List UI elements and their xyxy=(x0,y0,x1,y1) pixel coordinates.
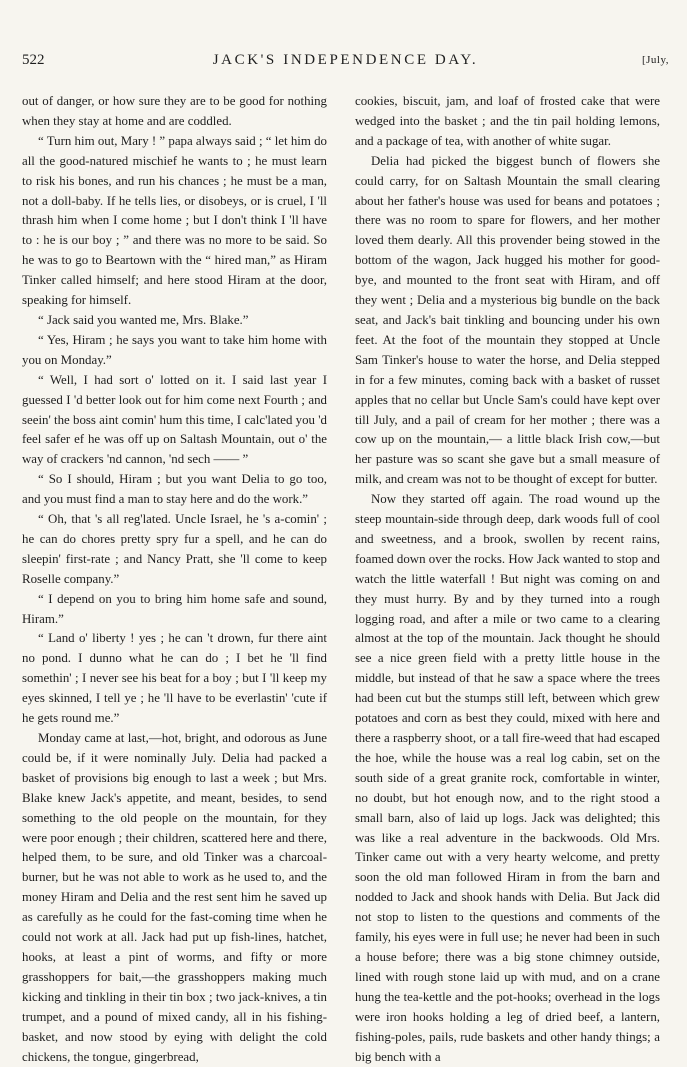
paragraph: Monday came at last,—hot, bright, and odorous as June could be, if it were nominally July. Delia had packed a basket of provisions big enough to last a week ; but Mrs. Blake knew Jack's appetite, and meant, besides, to send something to the old people on the mountain, for they were poor enough ; their children, scattered here and there, helped them, to be sure, and old Tinker was a charcoal-burner, but he was not able to work as he used to, and the money Hiram and Delia and the rest sent him he saved up as carefully as he could for the fast-coming time when he could not work at all. Jack had put up fish-lines, hatchet, hooks, at least a pint of worms, and fifty or more grasshoppers for bait,—the grasshoppers making much kicking and tinkling in their tin box ; two jack-knives, a tin trumpet, and a pound of mixed candy, all in his fishing-basket, and now stood by eying with delight the cold chickens, the tongue, gingerbread, xyxy=(22,731,327,1064)
right-column xyxy=(355,92,660,1064)
paragraph: “ Turn him out, Mary ! ” papa always said ; “ let him do all the good-natured mischief he wants to ; he must learn to risk his bones, and run his chances ; he must be a man, not a doll-baby. If he tells lies, or disobeys, or is cruel, I 'll thrash him when I come home ; but I don't think I 'll have to : he is our boy ; ” and there was no more to be said. So he was to go to Beartown with the “ hired man,” as Hiram Tinker called himself; and here stood Hiram at the door, speaking for himself. xyxy=(22,133,327,308)
paragraph: out of danger, or how sure they are to be good for nothing when they stay at home and are coddled. xyxy=(22,94,327,128)
paragraph: “ Yes, Hiram ; he says you want to take him home with you on Monday.” xyxy=(22,332,327,367)
paragraph: Now they started off again. The road wound up the steep mountain-side through deep, dark woods full of cool and sweetness, and a brook, swollen by recent rains, foamed down over the rocks. How Jack wanted to stop and watch the little waterfall ! But night was coming on and they must hurry. By and by they turned into a rough logging road, and after a mile or two came to a clearing almost at the top of the mountain. Jack thought he should see a nice green field with a pretty little house in the middle, but instead of that he saw a space where the trees had been cut but the stumps still left, between which grew potatoes and corn as best they could, mixed with here and there a raspberry shoot, or a tall fire-weed that had escaped the hoe, while the house was a real log cabin, set on the south side of a great granite rock, comfortable in winter, no doubt, but hot enough now, and to the right stood a small barn, also of laid up logs. Jack was delighted; this was like a real adventure in the backwoods. Old Mrs. Tinker came out with a very hearty welcome, and pretty soon the old man followed Hiram in from the barn and nodded to Jack and shook hands with Delia. But Jack did not stop to listen to the questions and comments of the family, his eyes were in full use; he never had been in such a house before; there was a big stone chimney outside, lined with rough stone laid up with mud, and on a crane hung the tea-kettle and the pot-hooks; overhead in the logs were iron hooks holding a leg of dried beef, a lantern, fishing-poles, pails, rude baskets and other handy things; a big bench with a xyxy=(355,492,660,1064)
month-label: [July, xyxy=(641,54,669,66)
paragraph: Delia had picked the biggest bunch of flowers she could carry, for on Saltash Mountain the small clearing about her father's house was used for beans and potatoes ; there was no room to spare for flowers, and her mother loved them dearly. All this provender being stowed in the bottom of the wagon, Jack hugged his mother for good-bye, and mounted to the front seat with Hiram, and off they went ; Delia and a mysterious big bundle on the back seat, and Jack's bait tinkling and bouncing under his own feet. At the foot of the mountain they stopped at Uncle Sam Tinker's house to water the horse, and Delia stepped in for a few minutes, coming back with a basket of russet apples that no cellar but Uncle Sam's could have kept over till July, and a pail of cream for her mother ; there was a cow up on the mountain,— a little black Irish cow,—but her pasture was so scant she gave but a small measure of milk, and cream was not to be thought of except for butter. xyxy=(355,153,660,487)
paragraph: “ I depend on you to bring him home safe and sound, Hiram.” xyxy=(22,591,327,626)
page-number: 522 xyxy=(22,52,45,68)
paragraph: “ So I should, Hiram ; but you want Delia to go too, and you must find a man to stay here and do the work.” xyxy=(22,472,327,507)
running-header xyxy=(22,52,669,80)
paragraph: “ Oh, that 's all reg'lated. Uncle Israel, he 's a-comin' ; he can do chores pretty spry fur a spell, and he can do sleepin' first-rate ; and Nancy Pratt, she 'll come to keep Roselle company.” xyxy=(22,512,327,586)
paragraph: “ Jack said you wanted me, Mrs. Blake.” xyxy=(38,312,249,327)
page-title: JACK'S INDEPENDENCE DAY. xyxy=(212,52,479,68)
left-column xyxy=(22,92,327,1064)
paragraph: “ Well, I had sort o' lotted on it. I said last year I guessed I 'd better look out for him come next Fourth ; and seein' the boss aint comin' hum this time, I calc'lated you 'd feel safer ef he was off up on Saltash Mountain, out o' the way of crackers 'nd cannon, 'nd sech —— ” xyxy=(22,372,327,467)
paragraph: “ Land o' liberty ! yes ; he can 't drown, fur there aint no pond. I dunno what he can do ; I bet he 'll find somethin' ; I never see his beat for a boy ; but I 'll keep my eyes skinned, I tell ye ; he 'll have to be everlastin' 'cute if he gets round me.” xyxy=(22,631,327,726)
paragraph: cookies, biscuit, jam, and loaf of frosted cake that were wedged into the basket ; and the tin pail holding lemons, and a package of tea, with another of white sugar. xyxy=(355,94,660,148)
